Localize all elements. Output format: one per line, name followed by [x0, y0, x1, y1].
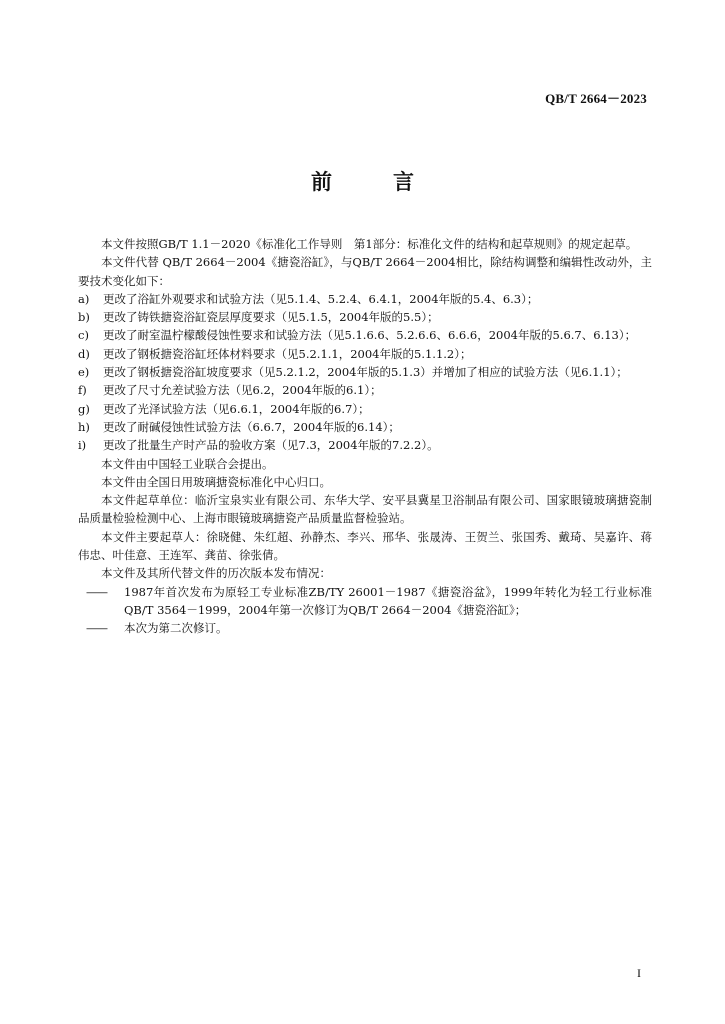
- history-item: [78, 583, 652, 620]
- list-item: [78, 418, 652, 436]
- list-item-text: 更改了钢板搪瓷浴缸坡度要求（见5.2.1.2，2004年版的5.1.3）并增加了相应的试验方法（见6.1.1）；: [103, 365, 628, 380]
- history-dash: ——: [86, 621, 107, 636]
- list-item-label: f): [78, 383, 87, 398]
- list-item-text: 更改了铸铁搪瓷浴缸瓷层厚度要求（见5.1.5，2004年版的5.5）；: [103, 310, 439, 325]
- list-item: [78, 345, 652, 363]
- list-item-label: d): [78, 346, 90, 361]
- history-dash: ——: [86, 584, 107, 599]
- history-item: [78, 619, 652, 637]
- list-item-label: i): [78, 438, 87, 453]
- history-text: 1987年首次发布为原轻工专业标准ZB/TY 26001－1987《搪瓷浴盆》，1999年转化为轻工行业标准QB/T 3564－1999，2004年第一次修订为QB/T 2664－2004《搪瓷浴缸》；: [124, 584, 652, 617]
- history-intro-paragraph: 本文件及其所代替文件的历次版本发布情况：: [101, 566, 331, 581]
- page-number: I: [637, 966, 641, 980]
- list-item: [78, 436, 652, 454]
- list-item-text: 更改了浴缸外观要求和试验方法（见5.1.4、5.2.4、6.4.1，2004年版的5.4、6.3）；: [103, 291, 539, 306]
- list-item-label: e): [78, 365, 90, 380]
- drafting-units-paragraph: 本文件起草单位：临沂宝泉实业有限公司、东华大学、安平县冀星卫浴制品有限公司、国家眼镜玻璃搪瓷制品质量检验检测中心、上海市眼镜玻璃搪瓷产品质量监督检验站。: [78, 493, 652, 526]
- list-item: [78, 363, 652, 381]
- page-title: 前 言: [311, 170, 434, 194]
- list-item: [78, 290, 652, 308]
- list-item-text: 更改了光泽试验方法（见6.6.1，2004年版的6.7）；: [103, 401, 370, 416]
- list-item-label: h): [78, 419, 90, 434]
- list-item-label: a): [78, 291, 90, 306]
- statement-paragraph: 本文件由中国轻工业联合会提出。: [101, 456, 274, 471]
- document-body: [78, 235, 652, 638]
- statement-paragraph: 本文件由全国日用玻璃搪瓷标准化中心归口。: [101, 474, 331, 489]
- list-item-text: 更改了耐碱侵蚀性试验方法（6.6.7，2004年版的6.14）；: [103, 419, 400, 434]
- list-item-label: g): [78, 401, 90, 416]
- intro-paragraph: 本文件按照GB/T 1.1－2020《标准化工作导则 第1部分：标准化文件的结构和起草规则》的规定起草。: [101, 237, 638, 251]
- list-item-text: 更改了尺寸允差试验方法（见6.2，2004年版的6.1）；: [103, 383, 382, 398]
- list-item-text: 更改了耐室温柠檬酸侵蚀性要求和试验方法（见5.1.6.6、5.2.6.6、6.6.6，2004年版的5.6.7、6.13）；: [103, 328, 637, 343]
- list-item: [78, 308, 652, 326]
- list-item-label: b): [78, 310, 90, 325]
- list-item-text: 更改了钢板搪瓷浴缸坯体材料要求（见5.2.1.1，2004年版的5.1.1.2）；: [103, 346, 472, 361]
- drafters-paragraph: 本文件主要起草人：徐晓健、朱红超、孙静杰、李兴、邢华、张晟涛、王贺兰、张国秀、戴琦、吴嘉许、蒋伟忠、叶佳意、王连军、龚苗、徐张倩。: [78, 529, 652, 563]
- list-item: [78, 326, 652, 344]
- list-item: [78, 400, 652, 418]
- history-text: 本次为第二次修订。: [124, 621, 228, 636]
- list-item-label: c): [78, 328, 89, 343]
- list-item-text: 更改了批量生产时产品的验收方案（见7.3，2004年版的7.2.2）。: [103, 438, 439, 453]
- document-code: QB/T 2664－2023: [545, 91, 647, 106]
- intro-paragraph: 本文件代替 QB/T 2664－2004《搪瓷浴缸》，与QB/T 2664－2004相比，除结构调整和编辑性改动外，主要技术变化如下：: [78, 255, 652, 288]
- list-item: [78, 381, 652, 399]
